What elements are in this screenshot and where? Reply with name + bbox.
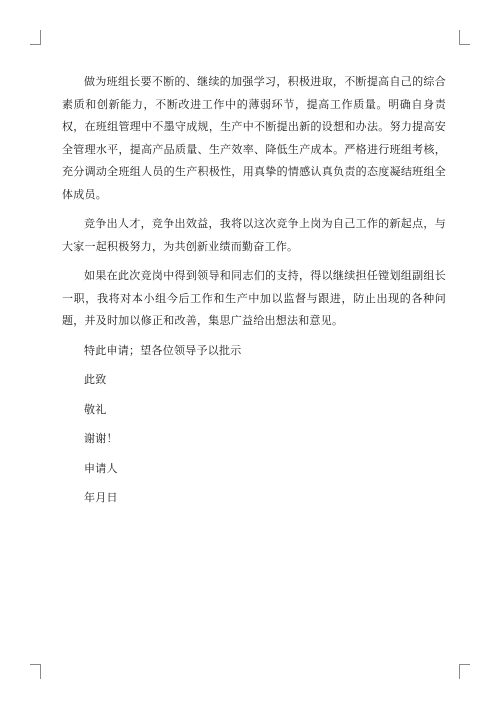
paragraph-2: 竞争出人才，竞争出效益，我将以这次竞争上岗为自己工作的新起点，与大家一起积极努力，为共创新业绩而勤奋工作。 <box>62 217 446 253</box>
closing-jingli: 敬礼 <box>84 402 107 416</box>
applicant-label: 申请人 <box>84 461 118 475</box>
document-body <box>62 71 446 517</box>
crop-mark-top-left <box>30 30 41 45</box>
paragraph-3: 如果在此次竞岗中得到领导和同志们的支持，得以继续担任镗划组副组长一职，我将对本小组今后工作和生产中加以监督与跟进，防止出现的各种问题，并及时加以修正和改善，集思广益给出想法和意见。 <box>62 269 446 327</box>
crop-mark-bottom-right <box>459 664 470 679</box>
closing-thanks: 谢谢！ <box>84 432 118 445</box>
crop-mark-top-right <box>459 30 470 45</box>
closing-cizhi: 此致 <box>84 373 107 386</box>
crop-mark-bottom-left <box>30 664 41 679</box>
closing-request-line: 特此申请；望各位领导予以批示 <box>84 343 242 357</box>
date-label: 年月日 <box>84 491 118 504</box>
paragraph-1: 做为班组长要不断的、继续的加强学习，积极进取，不断提高自己的综合素质和创新能力，不断改进工作中的薄弱环节，提高工作质量。明确自身责权，在班组管理中不墨守成规，生产中不断提出新的设想和办法。努力提高安全管理水平，提高产品质量、生产效率、降低生产成本。严格进行班组考核，充分调动全班组人员的生产积极性，用真挚的情感认真负责的态度凝结班组全体成员。 <box>62 75 446 201</box>
